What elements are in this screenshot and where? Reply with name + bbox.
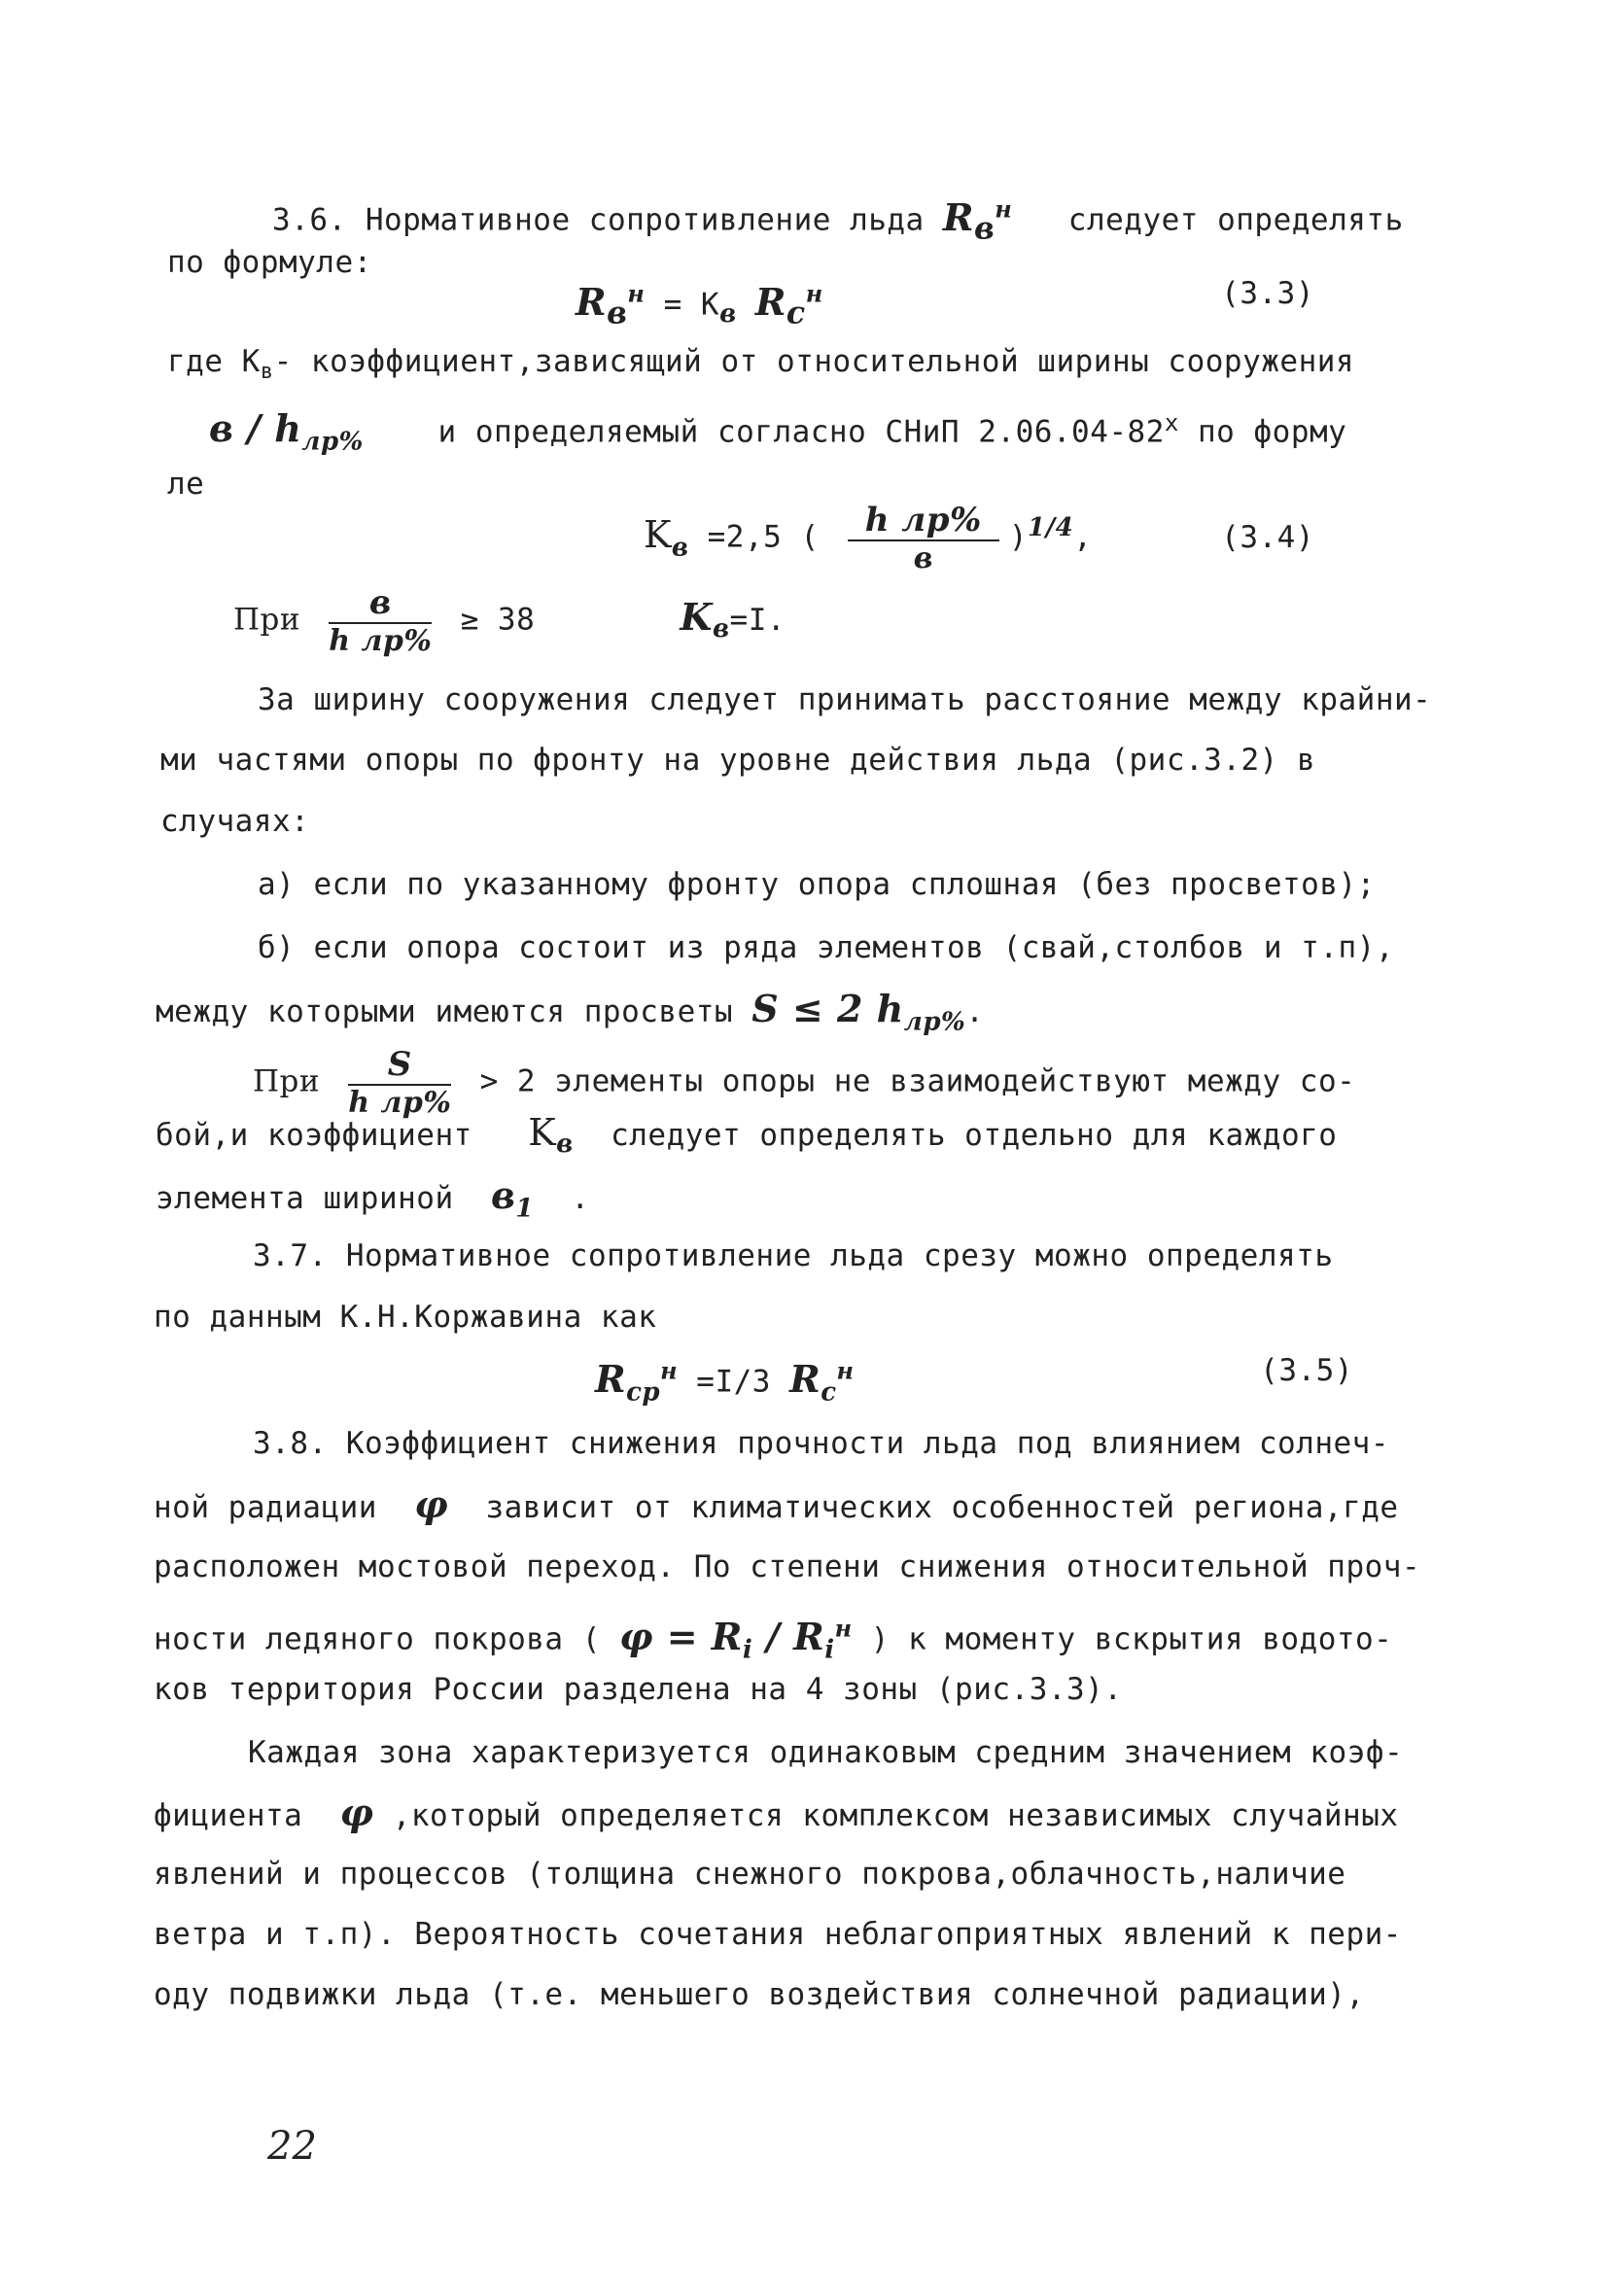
text-line: элемента шириной $в_1$ . xyxy=(156,1173,590,1224)
document-page: 3.6. Нормативное сопротивление льда $R_в^н$ следует определять по формуле: $R_в^н = K_в$ $R_c^н$ (3.3) где $K_в-$ коэффициент,зависящий от относительной ширины сооружения в / $h_{лр\%}$ и определяемый согласно СНиП $2.06.04-82^х$ по форму ле $K_в =2,5$ ( $\frac{\text{h лр\%}}{в}$ )$^{1/4}$, (3.4) При $\frac{в}{\text{h лр\%}}$ ≥ 38 $K_в=I$. За ширину сооружения следует принимать расстояние между крайни- ми частями опоры по фронту на уровне действия льда (рис.3.2) в случаях: а) если по указанному фронту опора сплошная (без просветов); б) если опора состоит из ряда элементов (свай,столбов и т.п), между которыми имеются просветы S ≤ 2 $h_{лр\%}$. При $\frac{S}{\text{h лр\%}}$ > 2 элементы опоры не взаимодействуют между со- бой,и коэффициент $K_в$ следует определять отдельно для каждого элемента шириной $в_1$ . 3.7. Нормативное сопротивление льда срезу можно определять по данным К.Н.Коржавина как $R_{ср}^н =I/3$ $R_c^н$ (3.5) 3.8. Коэффициент снижения прочности льда под влиянием солнеч- ной радиации φ зависит от климатических особенностей региона,где расположен мостовой переход. По степени снижения относительной проч- ности ледяного покрова ( $\varphi = R_i / R_i^н$ ) к моменту вскрытия водото- ков территория России разделена на 4 зоны (рис.3.3). Каждая зона характеризуется одинаковым средним значением коэф- фициента φ ,который определяется комплексом независимых случайных явлений и процессов (толщина снежного покрова,облачность,наличие ветра и т.п). Вероятность сочетания неблагоприятных явлений к пери- оду подвижки льда (т.е. меньшего воздействия солнечной радиации), 22 xyxy=(0,0,1607,2296)
text-line: ности ледяного покрова ( $\varphi = R_i / R_i^н$ ) к моменту вскрытия водото- xyxy=(154,1614,1393,1665)
equation-number: (3.3) xyxy=(1221,276,1314,311)
text-line: бой,и коэффициент $K_в$ следует определять отдельно для каждого xyxy=(156,1111,1338,1160)
section-3-7-heading: 3.7. Нормативное сопротивление льда срезу можно определять xyxy=(253,1238,1334,1273)
text-line: а) если по указанному фронту опора сплошная (без просветов); xyxy=(258,867,1376,902)
text-line: в / $h_{лр\%}$ и определяемый согласно СНиП $2.06.04-82^х$ по форму xyxy=(209,406,1347,457)
text-line: случаях: xyxy=(160,804,310,839)
equation-number: (3.5) xyxy=(1260,1353,1353,1388)
symbol-r-b-n: $R_в^н$ xyxy=(942,194,1013,247)
text-line: расположен мостовой переход. По степени снижения относительной проч- xyxy=(154,1549,1421,1584)
text-line: между которыми имеются просветы S ≤ 2 $h_{лр\%}$. xyxy=(156,987,985,1037)
equation-number: (3.4) xyxy=(1221,520,1314,555)
text-line: За ширину сооружения следует принимать расстояние между крайни- xyxy=(258,682,1432,717)
text-line: ми частями опоры по фронту на уровне действия льда (рис.3.2) в xyxy=(160,743,1316,778)
text-line: оду подвижки льда (т.е. меньшего воздействия солнечной радиации), xyxy=(154,1977,1365,2012)
text-line: ков территория России разделена на 4 зоны (рис.3.3). xyxy=(154,1672,1123,1707)
section-3-6-heading: 3.6. Нормативное сопротивление льда $R_в^н$ следует определять xyxy=(272,194,1404,247)
text-line: ной радиации φ зависит от климатических особенностей региона,где xyxy=(154,1482,1399,1526)
text-line: где $K_в-$ коэффициент,зависящий от относительной ширины сооружения xyxy=(167,344,1355,385)
condition-line: При $\frac{S}{\text{h лр\%}}$ > 2 элементы опоры не взаимодействуют между со- xyxy=(253,1045,1356,1120)
page-number: 22 xyxy=(267,2124,317,2169)
text-line: фициента φ ,который определяется комплексом независимых случайных xyxy=(154,1791,1399,1834)
text-line: ветра и т.п). Вероятность сочетания неблагоприятных явлений к пери- xyxy=(154,1917,1402,1952)
text-line: б) если опора состоит из ряда элементов (свай,столбов и т.п), xyxy=(258,930,1394,965)
text-line: явлений и процессов (толщина снежного покрова,облачность,наличие xyxy=(154,1857,1346,1892)
text-line: по формуле: xyxy=(167,245,372,280)
condition-line: При $\frac{в}{\text{h лр\%}}$ ≥ 38 $K_в=I$. xyxy=(233,583,786,658)
section-3-8-heading: 3.8. Коэффициент снижения прочности льда под влиянием солнеч- xyxy=(253,1426,1389,1461)
fraction: $\frac{\text{h лр\%}}{в}$ xyxy=(848,501,999,576)
text-line: Каждая зона характеризуется одинаковым средним значением коэф- xyxy=(248,1735,1404,1770)
text-line: по данным К.Н.Коржавина как xyxy=(154,1300,657,1335)
text-line: ле xyxy=(167,467,205,502)
